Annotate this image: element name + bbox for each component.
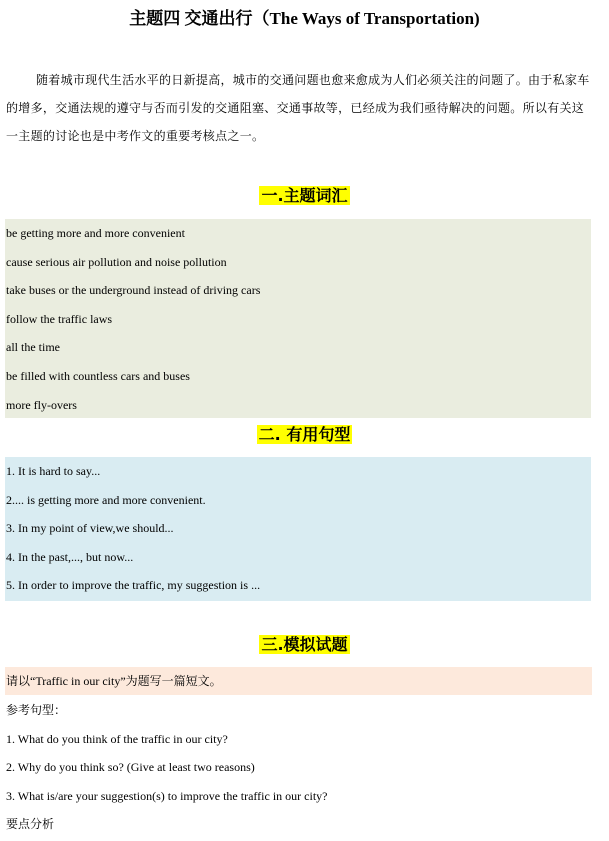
- section1-heading-wrap: [0, 181, 609, 211]
- document-title: 主题四 交通出行（The Ways of Transportation): [129, 9, 480, 28]
- sentence-item: 4. In the past,..., but now...: [6, 549, 134, 564]
- vocab-list: [5, 219, 591, 418]
- sentence-list: [5, 457, 591, 601]
- vocab-item: be filled with countless cars and buses: [6, 368, 190, 383]
- section2-heading-wrap: [0, 420, 609, 450]
- vocab-item: be getting more and more convenient: [6, 226, 185, 240]
- vocab-item: cause serious air pollution and noise pollution: [6, 254, 227, 269]
- section3-heading: 三.模拟试题: [261, 635, 348, 654]
- vocab-item: all the time: [6, 340, 60, 355]
- sentence-item: 2.... is getting more and more convenient.: [6, 492, 206, 507]
- section2-heading: 二. 有用句型: [258, 425, 351, 444]
- writing-prompt: 请以“Traffic in our city”为题写一篇短文。: [5, 667, 592, 695]
- vocab-item: follow the traffic laws: [6, 311, 113, 326]
- vocab-item: take buses or the underground instead of driving cars: [6, 283, 261, 298]
- analysis-label: 要点分析: [6, 817, 55, 831]
- sentence-item: 3. In my point of view,we should...: [6, 521, 174, 536]
- sentence-item: 1. It is hard to say...: [6, 464, 101, 478]
- vocab-item: more fly-overs: [6, 397, 77, 412]
- question-item: 2. Why do you think so? (Give at least two reasons): [6, 760, 255, 774]
- intro-paragraph: 随着城市现代生活水平的日新提高，城市的交通问题也愈来愈成为人们必须关注的问题了。由于私家车的增多，交通法规的遵守与否而引发的交通阻塞、交通事故等，已经成为我们亟待解决的问题。所以有关这一主题的讨论也是中考作文的重要考核点之一。: [6, 73, 590, 143]
- section1-heading: 一.主题词汇: [261, 186, 348, 205]
- reference-label-text: 参考句型：: [6, 703, 67, 717]
- reference-label: [6, 696, 66, 725]
- question-item: 3. What is/are your suggestion(s) to improve the traffic in our city?: [6, 789, 328, 803]
- sentence-item: 5. In order to improve the traffic, my suggestion is ...: [6, 578, 261, 593]
- question-item: 1. What do you think of the traffic in our city?: [6, 732, 228, 746]
- section3-heading-wrap: [0, 630, 609, 660]
